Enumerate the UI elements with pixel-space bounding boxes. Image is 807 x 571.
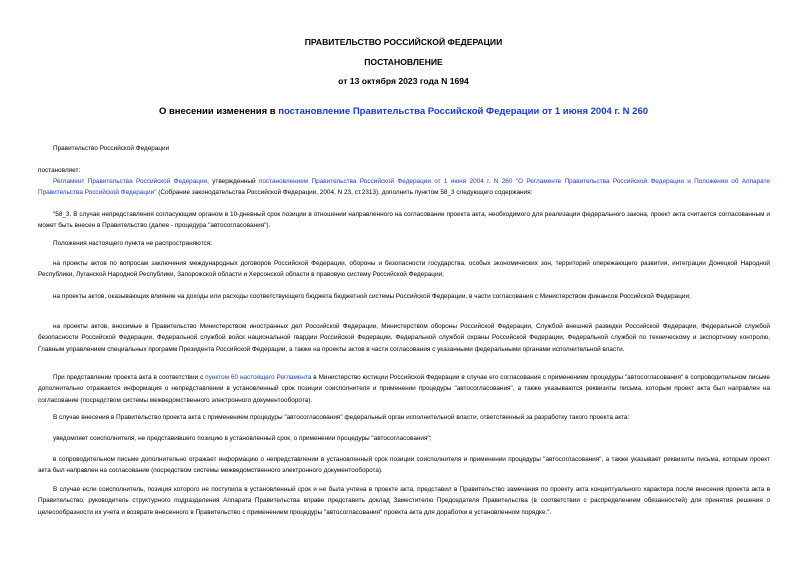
paragraph-8: В случае внесения в Правительство проекта акта с применением процедуры "автосогласования" федеральный орган исполнительной власти, ответственный за разработку такого проекта акта: [53, 414, 630, 421]
title-prefix: О внесении изменения в [158, 106, 279, 117]
paragraph-10: в сопроводительном письме дополнительно отражает информацию о непредставлении в установленный срок позиции соисполнителя и применении процедуры "автосогласования", а также указывает реквизиты письма, которым проект акта был направлен на согласование (посредством системы межведомственного электронного документооборота). [38, 456, 770, 475]
paragraph-decree: постановляет: [38, 167, 81, 174]
paragraph-11: В случае если соисполнитель, позиция которого не поступила в установленный срок и не была учтена в проекте акта, представил в Правительство замечания по проекту акта концептуального характера после внесения проекта акта в Правительство, руководитель структурного подразделения Аппарата Правительства вправе представить доклад Заместителю Председателя Правительства (в соответствии с распределением обязанностей) для принятия решения о целесообразности их учета и возврате внесенного в Правительство с применением процедуры "автосогласования" проекта акта для доработки в установленном порядке.". [38, 486, 770, 516]
paragraph-3: Положения настоящего пункта не распространяются: [53, 240, 212, 247]
paragraph-government: Правительство Российской Федерации [53, 145, 170, 152]
paragraph-1 [38, 176, 770, 199]
paragraph-5: на проекты актов, оказывающих влияние на доходы или расходы соответствующего бюджета бюджетной системы Российской Федерации, в части согласования с Министерством финансов Российской Федерации; [53, 293, 691, 300]
paragraph-7-text-b: в Министерство юстиции Российской Федерации в случае его согласования с применением процедуры "автосогласования" в сопроводительном письме дополнительно отражается информация о непредставлении в установленный срок позиции соисполнителя и применении процедуры "автосогласования", а также указываются реквизиты письма, которым проект акта был направлен на согласование (посредством системы межведомственного электронного документооборота). [38, 374, 770, 404]
paragraph-7 [38, 372, 770, 406]
paragraph-9: уведомляет соисполнителя, не представившего позицию в установленный срок, о применении процедуры "автосогласования"; [53, 435, 432, 442]
document-type: ПОСТАНОВЛЕНИЕ [364, 57, 443, 67]
paragraph-1-text-a: , утвержденный [207, 178, 259, 185]
document-title [0, 106, 807, 118]
paragraph-2: "58_3. В случае непредставления согласующим органом в 10-дневный срок позиции в отношении направленного на согласование проекта акта, необходимого для реализации федерального закона, проект акта считается согласованным и может быть внесен в Правительство (далее - процедура "автосогласования"). [38, 211, 770, 230]
link-resolution-260[interactable]: постановлением Правительства Российской Федерации от 1 июня 2004 г. N 260 "О Регламенте Правительства Российской Федерации и Положении об Аппарате Правительства Российской Федерации" [38, 178, 770, 197]
document-organization: ПРАВИТЕЛЬСТВО РОССИЙСКОЙ ФЕДЕРАЦИИ [304, 37, 503, 47]
paragraph-4: на проекты актов по вопросам заключения международных договоров Российской Федерации, обороны и безопасности государства, особых экономических зон, территорий опережающего развития, интеграции Донецкой Народной Республики, Луганской Народной Республики, Запорожской области и Херсонской области в правовую систему Российской Федерации; [38, 260, 770, 279]
link-government-regulation[interactable]: Регламент Правительства Российской Федерации [53, 178, 208, 185]
link-point-60[interactable]: пунктом 60 настоящего Регламента [205, 374, 312, 381]
paragraph-6: на проекты актов, вносимые в Правительство Министерством иностранных дел Российской Федерации, Министерством обороны Российской Федерации, Службой внешней разведки Российской Федерации, Федеральной службой безопасности Российской Федерации, Федеральной службой войск национальной гвардии Российской Федерации, Федеральной службой охраны Российской Федерации, Федеральной службой по техническому и экспортному контролю, Главным управлением специальных программ Президента Российской Федерации, а также на проекты актов в части согласования с указанными федеральными органами исполнительной власти. [38, 323, 770, 353]
paragraph-1-text-b: (Собрание законодательства Российской Федерации, 2004, N 23, ст.2313), дополнить пунктом 58_3 следующего содержания: [156, 189, 533, 197]
paragraph-7-text-a: При представлении проекта акта в соответствии с [53, 374, 206, 381]
document-date-number: от 13 октября 2023 года N 1694 [338, 76, 469, 86]
title-link-resolution-260[interactable]: постановление Правительства Российской Федерации от 1 июня 2004 г. N 260 [278, 106, 649, 117]
